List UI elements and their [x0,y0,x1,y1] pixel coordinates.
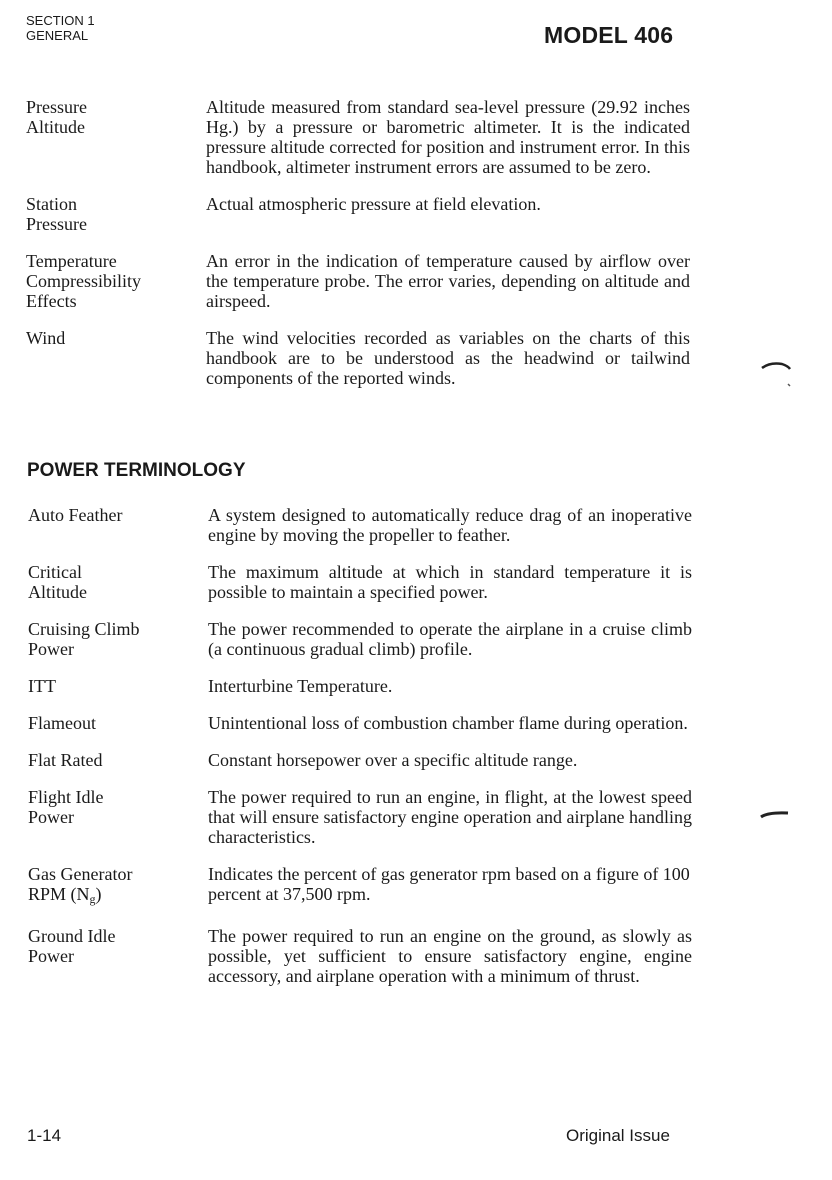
issue-label: Original Issue [566,1126,670,1145]
definition-text: Interturbine Temperature. [208,676,393,696]
definition-term: Wind [26,328,66,348]
definition-term: Cruising Climb Power [28,619,140,659]
definition-term: Temperature Compressibility Effects [26,251,142,311]
definition-text: The wind velocities recorded as variables on the charts of this handbook are to be understood as the headwind or tailwind components of the reported winds. [206,328,690,388]
definition-term: Auto Feather [28,505,123,525]
definition-term: ITT [28,676,56,696]
definition-entry [0,864,832,909]
page-number: 1-14 [27,1126,62,1145]
definition-text: Indicates the percent of gas generator rpm based on a figure of 100 percent at 37,500 rpm. [208,864,690,904]
model-title: MODEL 406 [544,22,674,48]
definition-term: Ground Idle Power [28,926,116,966]
definition-term: Flameout [28,713,96,733]
section-heading: POWER TERMINOLOGY [27,460,246,481]
definition-text: Actual atmospheric pressure at field elevation. [206,194,541,214]
definition-entry [0,251,832,311]
definition-text: The power required to run an engine, in flight, at the lowest speed that will ensure satisfactory engine operation and airplane handling characteristics. [208,787,692,847]
definition-text: A system designed to automatically reduce drag of an inoperative engine by moving the propeller to feather. [208,505,692,545]
change-bar-mark [760,360,800,392]
definition-term: Gas Generator RPM (Ng) [28,864,133,906]
definition-entry [0,619,832,659]
definition-entry [0,194,832,234]
definition-term: Critical Altitude [28,562,87,602]
definition-entry [0,328,832,388]
subscript: g [89,892,96,906]
section-title: GENERAL [26,28,89,43]
section-number: SECTION 1 [26,13,95,28]
definition-text: Altitude measured from standard sea-level pressure (29.92 inches Hg.) by a pressure or barometric altimeter. It is the indicated pressure altitude corrected for position and instrument error. In this handbook, altimeter instrument errors are assumed to be zero. [206,97,690,177]
definition-entry [0,676,832,696]
definition-entry [0,926,832,986]
definitions-top [0,97,832,405]
definition-term: Pressure Altitude [26,97,87,137]
definition-text: Constant horsepower over a specific altitude range. [208,750,578,770]
definition-entry [0,562,832,602]
definition-term: Station Pressure [26,194,87,234]
change-bar-mark [760,806,800,826]
definition-entry [0,787,832,847]
definition-text: The maximum altitude at which in standard temperature it is possible to maintain a specified power. [208,562,692,602]
definition-text: Unintentional loss of combustion chamber flame during operation. [208,713,688,733]
definition-entry [0,713,832,733]
definition-entry [0,505,832,545]
definition-text: The power recommended to operate the airplane in a cruise climb (a continuous gradual climb) profile. [208,619,692,659]
section-label [26,13,95,43]
definition-term: Flight Idle Power [28,787,104,827]
definition-entry [0,97,832,177]
definition-entry [0,750,832,770]
definitions-power [0,505,832,1003]
definition-text: An error in the indication of temperature caused by airflow over the temperature probe. The error varies, depending on altitude and airspeed. [206,251,690,311]
definition-text: The power required to run an engine on the ground, as slowly as possible, yet sufficient to ensure satisfactory engine, engine accessory, and airplane operation with a minimum of thrust. [208,926,692,986]
definition-term: Flat Rated [28,750,103,770]
